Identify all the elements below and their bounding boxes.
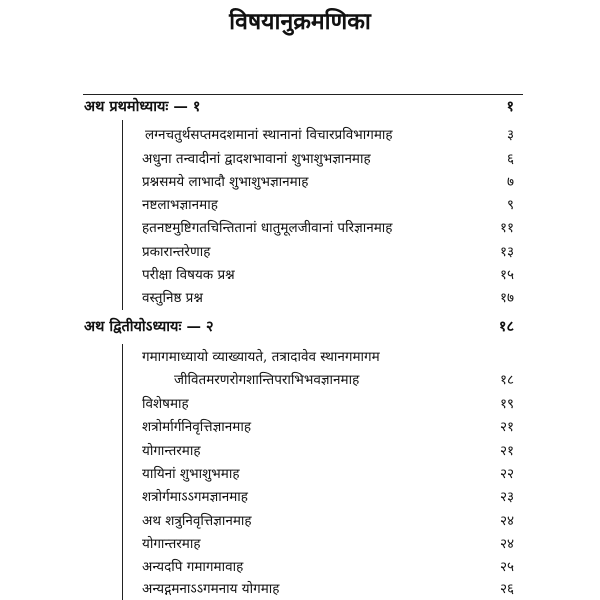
toc-entry[interactable] bbox=[0, 440, 600, 462]
toc-entry[interactable] bbox=[0, 241, 600, 263]
entry-title: योगान्तरमाह bbox=[142, 536, 201, 552]
entry-page: २१ bbox=[499, 419, 514, 435]
toc-entry-continuation[interactable] bbox=[0, 369, 600, 391]
toc-entry[interactable] bbox=[0, 148, 600, 170]
toc-entry[interactable] bbox=[0, 171, 600, 193]
entry-title: परीक्षा विषयक प्रश्न bbox=[142, 267, 235, 283]
entry-page: २३ bbox=[499, 489, 514, 505]
toc-entry[interactable] bbox=[0, 556, 600, 578]
chapter-page: १ bbox=[506, 98, 514, 115]
entry-page: २६ bbox=[499, 581, 514, 597]
toc-entry[interactable] bbox=[0, 486, 600, 508]
entry-title: वस्तुनिष्ठ प्रश्न bbox=[142, 290, 203, 306]
toc-entry[interactable] bbox=[0, 124, 600, 146]
entry-page: ७ bbox=[506, 174, 514, 190]
toc-entry[interactable] bbox=[0, 463, 600, 485]
entry-title: प्रश्नसमये लाभादौ शुभाशुभज्ञानमाह bbox=[142, 174, 309, 190]
entry-page: २१ bbox=[499, 443, 514, 459]
title-rule bbox=[83, 94, 523, 95]
entry-title: लग्नचतुर्थसप्तमदशमानां स्थानानां विचारप्रविभागमाह bbox=[145, 127, 393, 143]
toc-entry[interactable] bbox=[0, 194, 600, 216]
entry-page: १७ bbox=[499, 290, 514, 306]
entry-page: २४ bbox=[499, 513, 514, 529]
entry-title: योगान्तरमाह bbox=[142, 443, 201, 459]
entry-page: १३ bbox=[499, 244, 514, 260]
toc-entry[interactable] bbox=[0, 510, 600, 532]
entry-page: १९ bbox=[499, 396, 514, 412]
entry-page: ११ bbox=[499, 220, 514, 236]
page-title: विषयानुक्रमणिका bbox=[229, 8, 371, 35]
chapter-title: अथ प्रथमोध्यायः — १ bbox=[84, 98, 201, 115]
chapter-heading[interactable] bbox=[0, 96, 600, 118]
entry-page: २२ bbox=[499, 466, 514, 482]
toc-entry[interactable] bbox=[0, 578, 600, 600]
entry-title: अन्यद्गमनाऽऽगमनाय योगमाह bbox=[142, 581, 280, 597]
entry-page: ६ bbox=[506, 151, 514, 167]
entry-page: १८ bbox=[499, 372, 514, 388]
toc-entry[interactable] bbox=[0, 416, 600, 438]
entry-title: अधुना तन्वादीनां द्वादशभावानां शुभाशुभज्ञानमाह bbox=[142, 151, 371, 167]
toc-entry[interactable] bbox=[0, 393, 600, 415]
toc-entry[interactable] bbox=[0, 287, 600, 309]
entry-page: ३ bbox=[506, 127, 514, 143]
toc-entry[interactable] bbox=[0, 533, 600, 555]
toc-entry[interactable] bbox=[0, 346, 600, 368]
toc-entry[interactable] bbox=[0, 217, 600, 239]
chapter-title: अथ द्वितीयोऽध्यायः — २ bbox=[84, 318, 214, 335]
toc-entry[interactable] bbox=[0, 264, 600, 286]
entry-title: नष्टलाभज्ञानमाह bbox=[142, 197, 218, 213]
entry-title: अन्यदपि गमागमावाह bbox=[142, 559, 244, 575]
entry-title: शत्रोर्गमाऽऽगमज्ञानमाह bbox=[142, 489, 248, 505]
entry-page: २५ bbox=[499, 559, 514, 575]
entry-page: १५ bbox=[499, 267, 514, 283]
entry-page: २४ bbox=[499, 536, 514, 552]
entry-title: प्रकारान्तरेणाह bbox=[142, 244, 211, 260]
entry-title: शत्रोर्मार्गनिवृत्तिज्ञानमाह bbox=[142, 419, 251, 435]
entry-title: गमागमाध्यायो व्याख्यायते, तत्रादावेव स्थानगमागम bbox=[142, 349, 380, 365]
chapter-page: १८ bbox=[498, 318, 514, 335]
entry-title: अथ शत्रुनिवृत्तिज्ञानमाह bbox=[142, 513, 252, 529]
entry-title: हतनष्टमुष्टिगतचिन्तितानां धातुमूलजीवानां परिज्ञानमाह bbox=[142, 220, 393, 236]
entry-title: यायिनां शुभाशुभमाह bbox=[142, 466, 240, 482]
entry-title: विशेषमाह bbox=[142, 396, 189, 412]
chapter-heading[interactable] bbox=[0, 316, 600, 338]
entry-page: ९ bbox=[506, 197, 514, 213]
entry-title-continuation: जीवितमरणरोगशान्तिपराभिभवज्ञानमाह bbox=[174, 372, 360, 388]
